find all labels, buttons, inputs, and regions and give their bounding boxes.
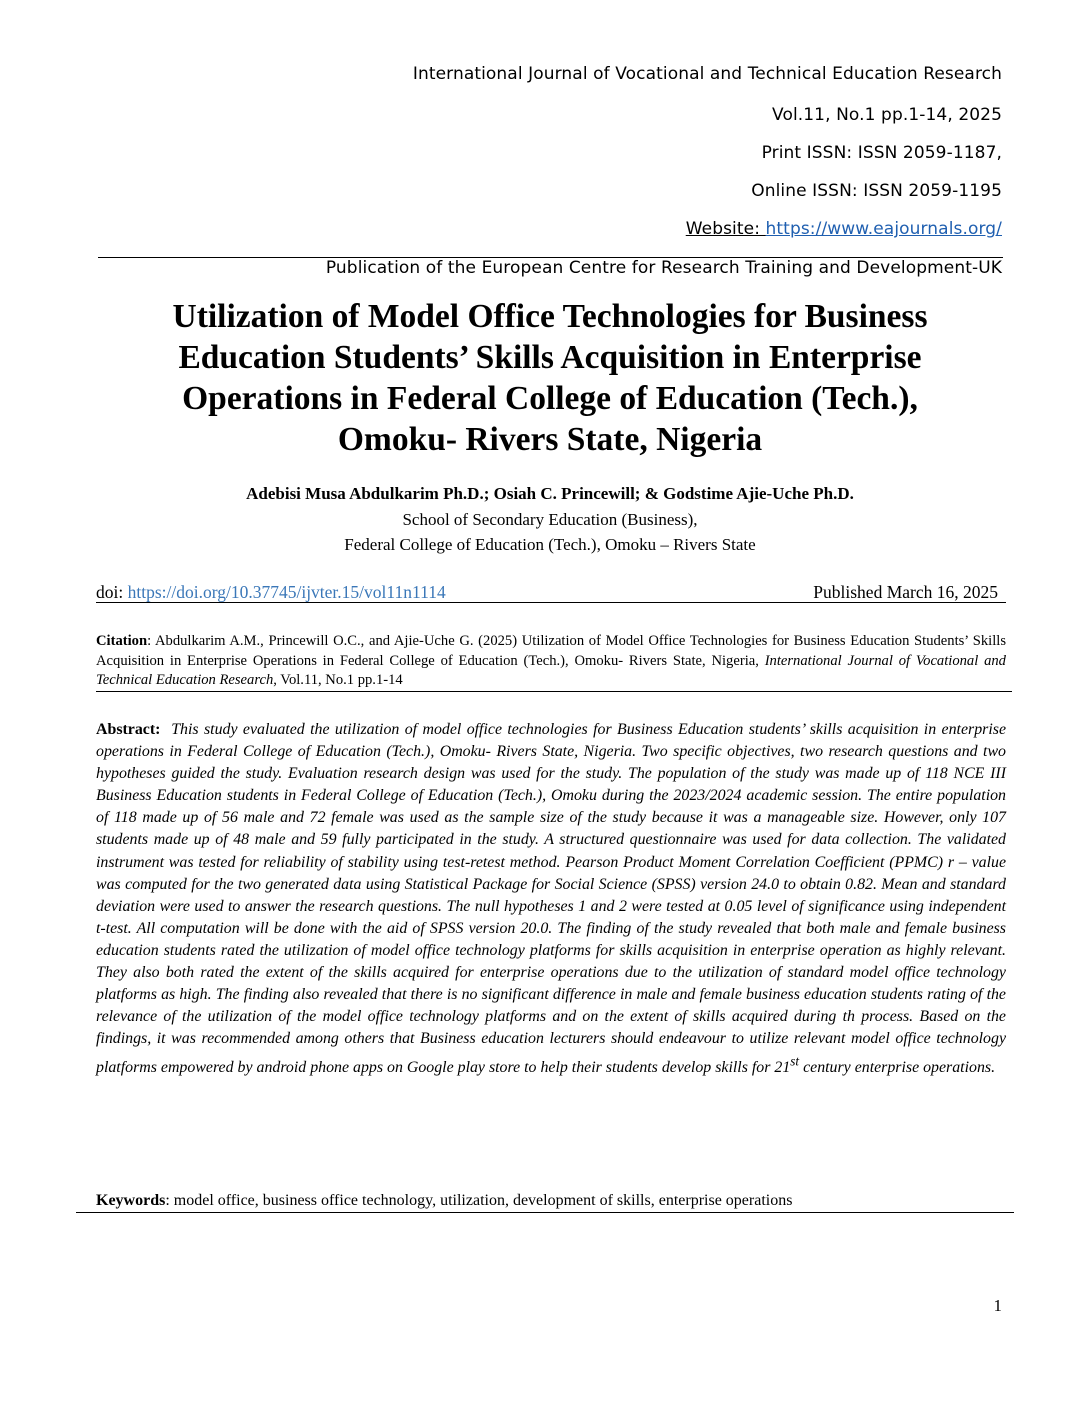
journal-name: International Journal of Vocational and Technical Education Research (412, 64, 1002, 84)
title-line: Utilization of Model Office Technologies for Business (172, 298, 928, 335)
citation-label: Citation (96, 633, 148, 649)
journal-volume: Vol.11, No.1 pp.1-14, 2025 (772, 105, 1002, 125)
publisher-line: Publication of the European Centre for Research Training and Development-UK (325, 258, 1002, 278)
abstract-body (96, 721, 1006, 1076)
affiliation-college: Federal College of Education (Tech.), Omoku – Rivers State (344, 535, 756, 554)
website-link[interactable]: https://www.eajournals.org/ (765, 219, 1002, 239)
citation-tail: , Vol.11, No.1 pp.1-14 (273, 672, 403, 688)
citation-journal: International Journal of Vocational and Technical Education Research (96, 652, 1006, 688)
citation-divider (96, 691, 1012, 692)
authors: Adebisi Musa Abdulkarim Ph.D.; Osiah C. Princewill; & Godstime Ajie-Uche Ph.D. (246, 484, 854, 503)
abstract-label: Abstract: (96, 721, 161, 738)
affiliation-school: School of Secondary Education (Business), (402, 510, 698, 529)
keywords-divider (76, 1212, 1014, 1213)
abstract-text: This study evaluated the utilization of model office technologies for Business Education students’ skills acquisition in enterprise operations in Federal College of Education (Tech.), Omoku- Rivers State, Nigeria. Two specific objectives, two research questions and two hypotheses guided the study. Evaluation research design was used for the study. The population of the study was made up of 118 NCE III Business Education students in Federal College of Education (Tech.), Omoku during the 2023/2024 academic session. The entire population of 118 made up of 56 male and 72 female was used as the sample size of the study because it was a manageable size. However, only 107 students made up of 48 male and 59 fully participated in the study. A structured questionnaire was used for data collection. The validated instrument was tested for reliability of stability using test-retest method. Pearson Product Moment Correlation Coefficient (PPMC) r – value was computed for the two generated data using Statistical Package for Social Science (SPSS) version 24.0 to obtain 0.82. Mean and standard deviation were used to answer the research questions. The null hypotheses 1 and 2 were tested at 0.05 level of significance using independent t-test. All computation will be done with the aid of SPSS version 20.0. The finding of the study revealed that both male and female business education students rated the utilization of model office technology platforms for skills acquisition in enterprise operation as highly relevant. They also both rated the extent of the skills acquired for enterprise operations due to the utilization of standard model office technology platforms as high. The finding also revealed that there is no significant difference in male and female business education students rating of the relevance of the utilization of the model office technology platforms and on the extent of skills acquired during th process. Based on the findings, it was recommended among others that Business education lecturers should endeavour to utilize relevant model office technology platforms empowered by android phone apps on Google play store to help their students develop skills for 21 (96, 721, 1006, 1076)
doi-label: doi: (96, 582, 128, 602)
title-line: Education Students’ Skills Acquisition in Enterprise (178, 339, 922, 376)
abstract-end: century enterprise operations. (799, 1058, 996, 1076)
published-date: Published March 16, 2025 (813, 582, 998, 602)
keywords-text: : model office, business office technology, utilization, development of skills, enterprise operations (165, 1192, 793, 1209)
title-line: Operations in Federal College of Education (Tech.), (182, 380, 918, 417)
keywords-label: Keywords (96, 1192, 166, 1209)
title-line: Omoku- Rivers State, Nigeria (337, 421, 763, 458)
keywords (96, 1192, 1016, 1210)
print-issn: Print ISSN: ISSN 2059-1187, (761, 143, 1002, 163)
paper-title (100, 296, 1000, 460)
journal-website (686, 219, 1002, 239)
citation-text: : Abdulkarim A.M., Princewill O.C., and Ajie-Uche G. (2025) Utilization of Model Office Technologies for Business Education Students’ Skills Acquisition in Enterprise Operations in Federal College of Education (Tech.), Omoku- Rivers State, Nigeria, (96, 633, 1006, 669)
abstract (96, 719, 1006, 1079)
citation (96, 632, 1006, 691)
doi-divider (96, 602, 1006, 603)
doi (96, 582, 446, 603)
doi-link[interactable]: https://doi.org/10.37745/ijvter.15/vol11n1114 (127, 582, 446, 602)
online-issn: Online ISSN: ISSN 2059-1195 (751, 181, 1002, 201)
abstract-superscript: st (790, 1053, 800, 1069)
page-number: 1 (993, 1296, 1002, 1315)
website-label: Website: (685, 219, 766, 239)
